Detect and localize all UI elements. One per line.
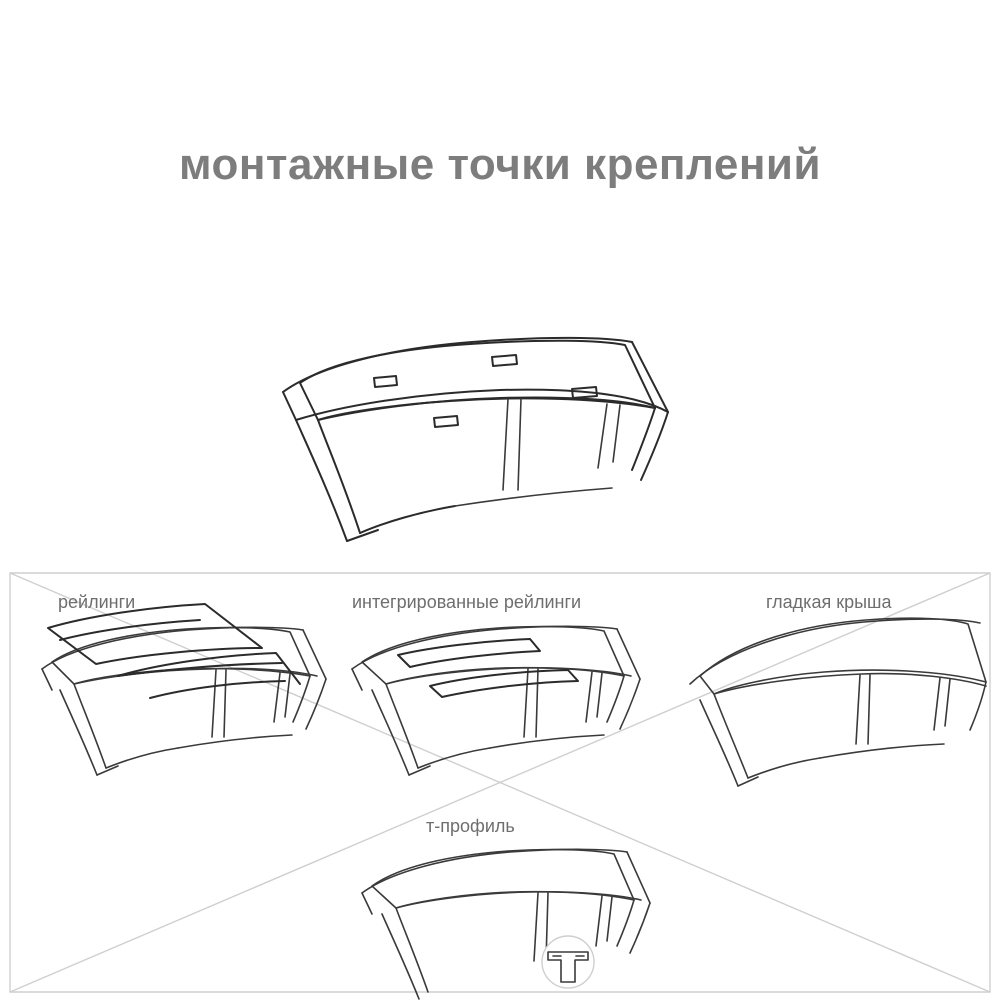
caption-smooth-roof: гладкая крыша [766,592,892,612]
caption-integrated: интегрированные рейлинги [352,592,582,612]
page-title: монтажные точки креплений [178,140,822,189]
t-slot-cross-section [542,936,594,988]
caption-railings: рейлинги [58,592,136,612]
caption-tprofile: т-профиль [426,816,515,836]
